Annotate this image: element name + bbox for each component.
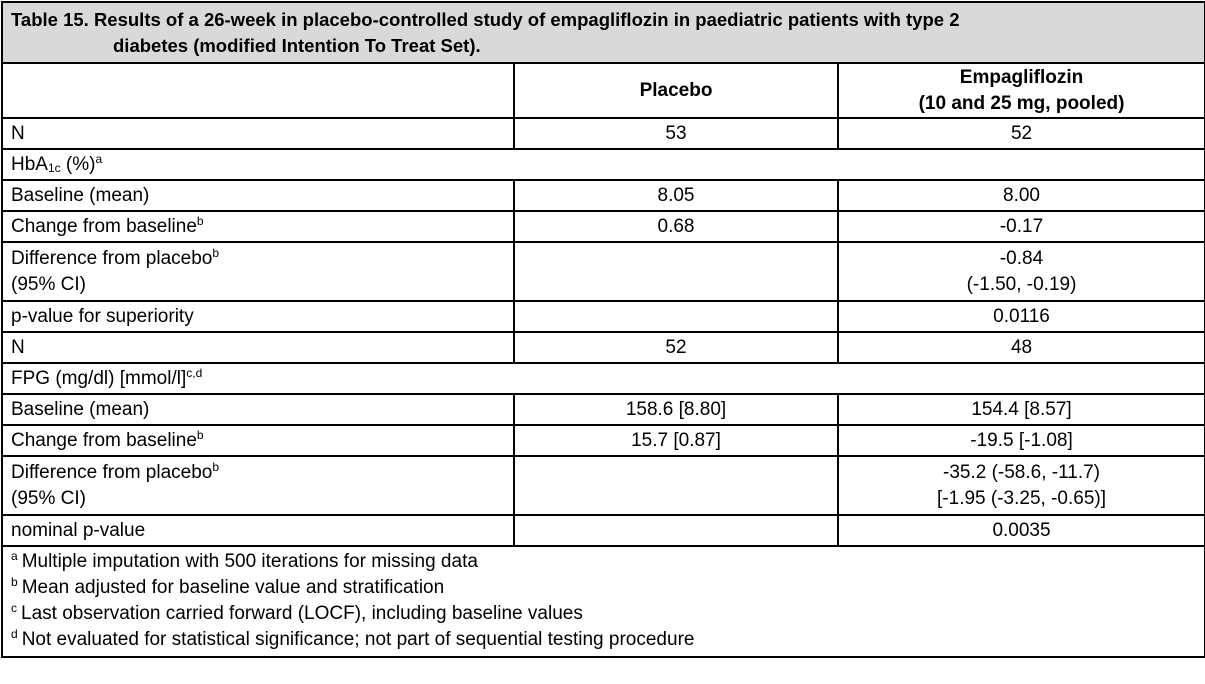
fpg-section-label-cell: [2, 363, 1205, 394]
fpg-diff-label-line-2: (95% CI): [11, 487, 86, 509]
footnote-mark: c: [11, 601, 17, 615]
hba1c-diff-placebo: [514, 242, 838, 301]
table-row: [2, 456, 1205, 515]
footnote-mark: b: [11, 575, 18, 589]
hba1c-p-label: p-value for superiority: [2, 301, 514, 332]
table-caption: [2, 2, 1205, 63]
fpg-change-placebo: 15.7 [0.87]: [514, 425, 838, 456]
table-row: [2, 301, 1205, 332]
fpg-p-placebo: [514, 515, 838, 546]
fpg-change-footnote-mark: b: [196, 427, 204, 442]
fpg-baseline-label: Baseline (mean): [2, 394, 514, 425]
header-empa-line-2: (10 and 25 mg, pooled): [918, 92, 1125, 114]
fpg-p-label: nominal p-value: [2, 515, 514, 546]
hba1c-n-label: N: [2, 118, 514, 149]
table-row: [2, 394, 1205, 425]
hba1c-p-placebo: [514, 301, 838, 332]
hba1c-baseline-placebo: 8.05: [514, 180, 838, 211]
fpg-baseline-empa: 154.4 [8.57]: [838, 394, 1205, 425]
table-row: [2, 118, 1205, 149]
footnotes-cell: [2, 546, 1205, 657]
hba1c-p-empa: 0.0116: [838, 301, 1205, 332]
footnote-c: [11, 601, 1196, 627]
hba1c-change-placebo: 0.68: [514, 211, 838, 242]
hba1c-footnote-mark: a: [95, 151, 103, 166]
footnote-b: [11, 575, 1196, 601]
hba1c-diff-label-cell: [2, 242, 514, 301]
hba1c-baseline-label: Baseline (mean): [2, 180, 514, 211]
hba1c-diff-footnote-mark: b: [212, 245, 220, 260]
footnote-a: [11, 549, 1196, 575]
footnote-text: Not evaluated for statistical significance; not part of sequential testing procedure: [21, 629, 695, 650]
fpg-diff-empa-line-1: -35.2 (-58.6, -11.7): [943, 461, 1101, 483]
hba1c-diff-label-line-2: (95% CI): [11, 273, 86, 295]
section-row-fpg: [2, 363, 1205, 394]
fpg-change-label-cell: [2, 425, 514, 456]
hba1c-n-placebo: 53: [514, 118, 838, 149]
fpg-diff-label-cell: [2, 456, 514, 515]
hba1c-section-label: [2, 149, 1205, 180]
fpg-section-label: FPG (mg/dl) [mmol/l]: [11, 367, 187, 389]
footnotes-row: [2, 546, 1205, 657]
column-header-row: [2, 63, 1205, 118]
table-row: [2, 242, 1205, 301]
hba1c-change-empa: -0.17: [838, 211, 1205, 242]
hba1c-suffix: (%): [60, 153, 96, 175]
fpg-diff-placebo: [514, 456, 838, 515]
table-row: [2, 180, 1205, 211]
footnote-text: Multiple imputation with 500 iterations for missing data: [21, 551, 478, 572]
hba1c-diff-empa: [838, 242, 1205, 301]
fpg-p-empa: 0.0035: [838, 515, 1205, 546]
hba1c-subscript: 1c: [47, 160, 61, 175]
hba1c-diff-label-line-1: [11, 246, 505, 272]
fpg-change-empa: -19.5 [-1.08]: [838, 425, 1205, 456]
header-empty-cell: [2, 63, 514, 118]
hba1c-diff-empa-line-2: (-1.50, -0.19): [966, 273, 1077, 295]
hba1c-baseline-empa: 8.00: [838, 180, 1205, 211]
header-empa-line-1: Empagliflozin: [959, 66, 1084, 88]
fpg-diff-footnote-mark: b: [212, 459, 220, 474]
caption-row: [2, 2, 1205, 63]
footnote-mark: a: [11, 549, 18, 563]
caption-line-1: Table 15. Results of a 26-week in placebo-controlled study of empagliflozin in paediatric patients with type 2: [11, 9, 960, 30]
footnote-d: [11, 627, 1196, 653]
header-empagliflozin: [838, 63, 1205, 118]
hba1c-prefix: HbA: [11, 153, 48, 175]
hba1c-change-label: Change from baseline: [11, 215, 197, 237]
fpg-diff-empa: [838, 456, 1205, 515]
section-row-hba1c: [2, 149, 1205, 180]
fpg-n-empa: 48: [838, 332, 1205, 363]
results-table: [1, 1, 1205, 658]
fpg-change-label: Change from baseline: [11, 429, 197, 451]
fpg-n-label: N: [2, 332, 514, 363]
fpg-n-placebo: 52: [514, 332, 838, 363]
fpg-diff-empa-line-2: [-1.95 (-3.25, -0.65)]: [937, 487, 1106, 509]
header-placebo: Placebo: [514, 63, 838, 118]
fpg-baseline-placebo: 158.6 [8.80]: [514, 394, 838, 425]
fpg-diff-label-line-1: [11, 460, 505, 486]
table-row: [2, 425, 1205, 456]
footnote-mark: d: [11, 627, 18, 641]
hba1c-change-footnote-mark: b: [196, 213, 204, 228]
fpg-diff-label: Difference from placebo: [11, 461, 213, 483]
hba1c-change-label-cell: [2, 211, 514, 242]
footnote-text: Mean adjusted for baseline value and stratification: [21, 577, 445, 598]
footnote-text: Last observation carried forward (LOCF), including baseline values: [21, 603, 583, 624]
table-row: [2, 211, 1205, 242]
caption-line-2: diabetes (modified Intention To Treat Set).: [113, 35, 481, 56]
hba1c-diff-empa-line-1: -0.84: [999, 247, 1044, 269]
hba1c-diff-label: Difference from placebo: [11, 247, 213, 269]
hba1c-n-empa: 52: [838, 118, 1205, 149]
table-row: [2, 332, 1205, 363]
table-row: [2, 515, 1205, 546]
fpg-footnote-mark: c,d: [186, 365, 203, 380]
